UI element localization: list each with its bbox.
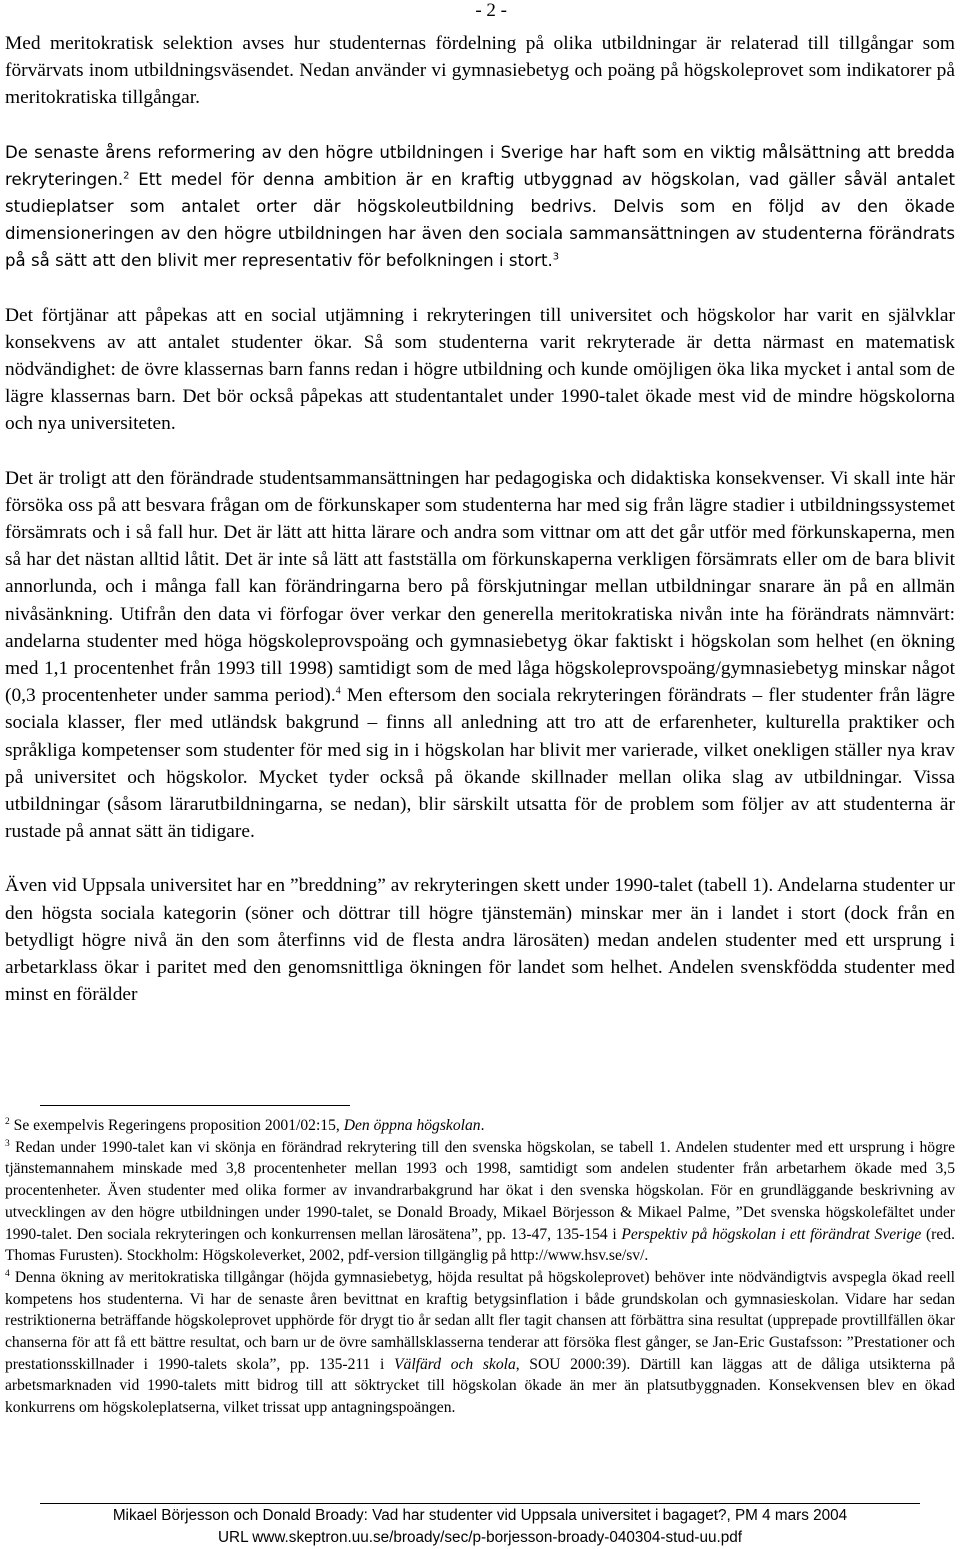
footnote-title: Perspektiv på högskolan i ett förändrat Sverige [621, 1225, 922, 1243]
paragraph-3: Det förtjänar att påpekas att en social utjämning i rekryteringen till universitet och högskolor har varit en självklar konsekvens av att antalet studenter ökar. Så som studenterna varit rekryterade är detta närmast en matematisk nödvändighet: de övre klassernas barn fanns redan i högre utbildning och kunde omöjligen öka lika mycket i antal som de lägre klassernas barn. Det bör också påpekas att studentantalet under 1990-talet ökade mest vid de mindre högskolorna och nya universiteten. [5, 304, 955, 435]
paragraph-2-part-3: Delvis som en följd av den ökade dimensioneringen av den högre utbildningen har även den sociala sammansättningen av studenterna förändrats på så sätt att den blivit mer representativ för befolkningen i stort. [5, 197, 955, 271]
paragraph-4-part-1: Det är troligt att den förändrade studentsammansättningen har pedagogiska och didaktiska konsekvenser. Vi skall inte här försöka oss på att besvara frågan om de förkunskaper som studenterna har med sig från lägre stadier i utbildningssystemet försämrats och i så fall hur. Det är lätt att hitta lärare och andra som vittnar om att det går utför med förkunskaperna, men så har det nästan alltid låtit. Det är inte så lätt att fastställa om förkunskaperna verkligen försämrats eller om de bara blivit annorlunda, och i många fall kan förändringarna bero på förskjutningar mellan utbildningar snarare än på en allmän nivåsänkning. Utifrån den data vi förfogar över verkar den generella meritokratiska nivån inte ha förändrats nämnvärt: andelarna studenter med höga högskoleprovspoäng och gymnasiebetyg ökar faktiskt i högskolan som helhet (en ökning med 1,1 procentenhet från 1993 till 1998) samtidigt som de med låga högskoleprovspoäng/gymnasiebetyg minskar något (0,3 procentenheter under samma period). [5, 467, 955, 707]
footnote-2 [5, 1115, 955, 1137]
paragraph-2-part-2: Ett medel för denna ambition är en kraftig utbyggnad av högskolan, vad gäller såväl antalet studieplatser som antalet orter där högskoleutbildning bedrivs. [5, 169, 955, 217]
paragraph-2 [5, 139, 955, 275]
body-text [5, 30, 955, 1036]
footnote-4 [5, 1267, 955, 1419]
footnote-3 [5, 1137, 955, 1267]
footnote-number: 3 [5, 1138, 10, 1149]
footnote-text: Denna ökning av meritokratiska tillgångar (höjda gymnasiebetyg, höjda resultat på högskoleprovet) behöver inte nödvändigtvis avspegla ökad reell kompetens hos studenterna. Vi har de senaste åren bevittnat en kraftig betygsinflation i både grundskolan och gymnasieskolan. Vidare har sedan restriktionerna beträffande högskoleprovet upphörde för drygt tio år sedan allt fler tagit chansen att förbättra sina resultat (upprepade provtillfällen ökar chanserna för att få ett bättre resultat, och barn ur de övre samhällsklasserna tenderar att försöka flest gånger, se Jan-Eric Gustafsson: ”Prestationer och prestationsskillnader i 1990-talets skola”, pp. 135-211 i [5, 1268, 955, 1373]
footnotes [5, 1105, 955, 1419]
page-footer [0, 1505, 960, 1549]
footnote-title: Välfärd och skola [394, 1355, 516, 1373]
page-number: - 2 - [475, 0, 507, 21]
paragraph-4 [5, 465, 955, 846]
paragraph-2-part-1: De senaste årens reformering av den högre utbildningen i Sverige har haft som en viktig målsättning att bredda rekryteringen. [5, 142, 955, 189]
footnote-end: , SOU 2000:39). Därtill kan läggas att de dåliga utsikterna på arbetsmarknaden vid 1990-talets mitt bidrog till att söktrycket till högskolan ökade än mer än platsutbyggnaden. Konsekvensen blev en ökad konkurrens om högskoleplatserna, vilket trissat upp antagningspoängen. [5, 1355, 955, 1417]
footnote-end: (red. Thomas Furusten). Stockholm: Högskoleverket, 2002, pdf-version tillgänglig på http://www.hsv.se/sv/. [5, 1225, 955, 1265]
paragraph-1: Med meritokratisk selektion avses hur studenternas fördelning på olika utbildningar är relaterad till tillgångar som förvärvats inom utbildningsväsendet. Nedan använder vi gymnasiebetyg och poäng på högskoleprovet som indikatorer på meritokratiska tillgångar. [5, 33, 955, 109]
footer-separator [40, 1503, 920, 1504]
footnote-number: 2 [5, 1116, 10, 1127]
footnote-number: 4 [5, 1268, 10, 1279]
footnote-text: Se exempelvis Regeringens proposition 2001/02:15, [9, 1117, 344, 1134]
footer-url[interactable]: URL www.skeptron.uu.se/broady/sec/p-borjesson-broady-040304-stud-uu.pdf [217, 1529, 743, 1546]
footnote-separator [40, 1105, 350, 1106]
footnote-text: Redan under 1990-talet kan vi skönja en förändrad rekrytering till den svenska högskolan, se tabell 1. Andelen studenter med ett ursprung i högre tjänstemannahem minskade med 3,8 procentenheter mellan 1993 och 1998, samtidigt som andelen studenter från arbetarhem ökade med 3,5 procentenheter. Även studenter med olika former av invandrarbakgrund har ökat i den svenska högskolan. För en grundläggande beskrivning av utvecklingen av den högre utbildningen under 1990-talet, se Donald Broady, Mikael Börjesson & Mikael Palme, ”Det svenska högskolefältet under 1990-talet. Den sociala rekryteringen och konkurrensen mellan lärosätena”, pp. 13-47, 135-154 i [5, 1138, 955, 1243]
paragraph-5: Även vid Uppsala universitet har en ”breddning” av rekryteringen skett under 1990-talet (tabell 1). Andelarna studenter ur den högsta sociala kategorin (söner och döttrar till högre tjänstemän) minskar mer än i landet i stort (dock från en betydligt högre nivå än den som återfinns vid de flesta andra lärosäten) medan andelen studenter med ett ursprung i arbetarklass ökar i paritet med den genomsnittliga ökningen för landet som helhet. Andelen svenskfödda studenter med minst en förälder [5, 875, 955, 1006]
footnote-ref-2[interactable]: 2 [123, 170, 130, 182]
footnote-ref-3[interactable]: 3 [552, 251, 560, 263]
footer-citation: Mikael Börjesson och Donald Broady: Vad har studenter vid Uppsala universitet i bagaget?, PM 4 mars 2004 [112, 1507, 848, 1524]
paragraph-4-part-2: Men eftersom den sociala rekryteringen förändrats – fler studenter från lägre sociala klasser, fler med utländsk bakgrund – finns all anledning att tro att de erfarenheter, kulturella praktiker och språkliga kompetenser som studenter för med sig in i högskolan har blivit mer varierade, vilket onekligen ställer nya krav på universitet och högskolor. Mycket tyder också på ökande skillnader mellan olika slag av utbildningar. Vissa utbildningar (såsom lärarutbildningarna, se nedan), blir särskilt utsatta för de problem som följer av att studenterna är rustade på annat sätt än tidigare. [5, 685, 955, 843]
footnote-title: Den öppna högskolan [343, 1117, 481, 1134]
footnote-ref-4[interactable]: 4 [335, 685, 341, 697]
footnote-end: . [480, 1117, 485, 1134]
